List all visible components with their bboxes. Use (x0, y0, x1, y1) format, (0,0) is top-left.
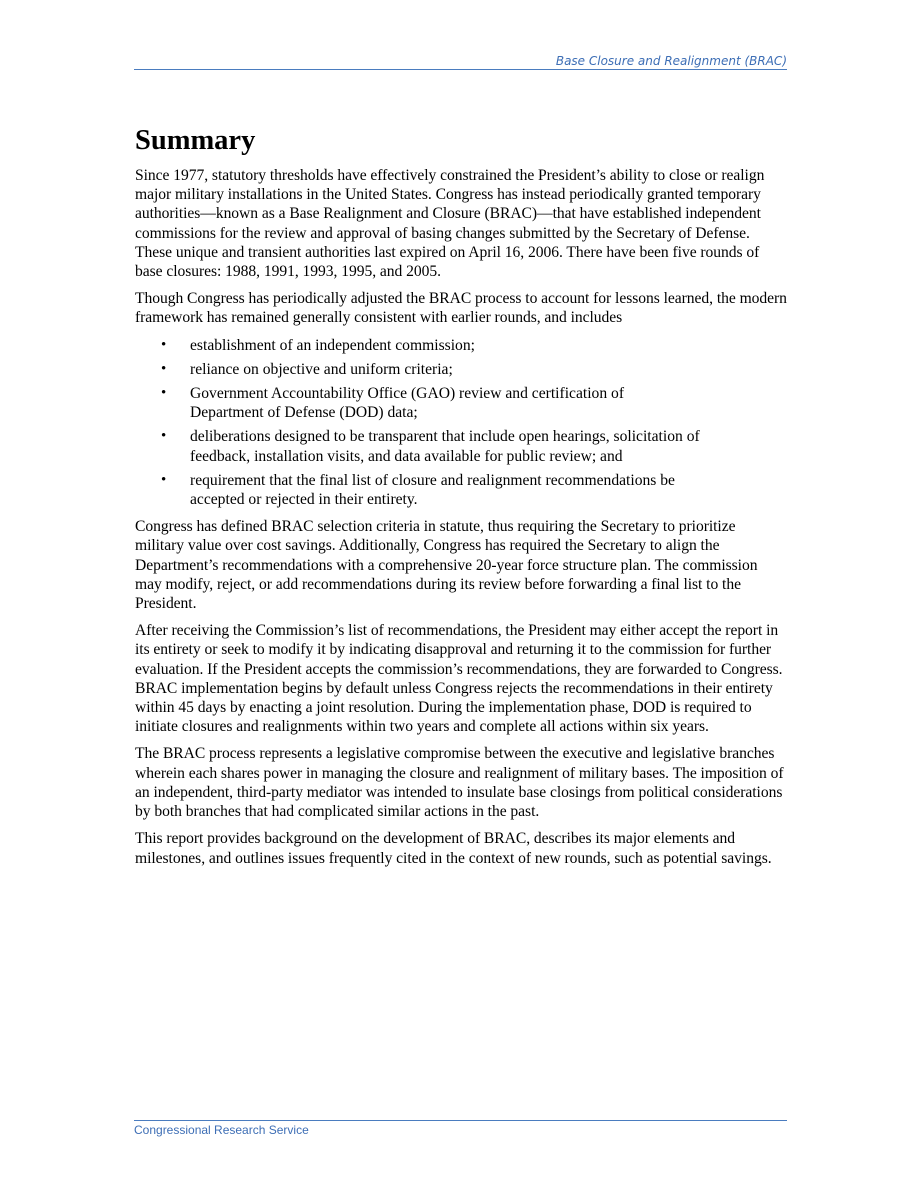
bullet-icon: • (161, 336, 167, 353)
bullet-icon: • (161, 385, 167, 402)
list-item (135, 384, 787, 422)
summary-paragraph: This report provides background on the development of BRAC, describes its major elements and milestones, and outlines issues frequently cited in the context of new rounds, such as potential savings. (135, 830, 772, 867)
list-item-line: accepted or rejected in their entirety. (190, 491, 418, 509)
list-item (135, 336, 787, 355)
list-item-line: Department of Defense (DOD) data; (190, 404, 418, 422)
bullet-icon: • (161, 360, 167, 377)
framework-elements-list (135, 336, 787, 510)
running-header (134, 54, 787, 70)
list-item-line: reliance on objective and uniform criteria; (190, 360, 453, 378)
summary-section (135, 124, 787, 876)
summary-paragraph: Though Congress has periodically adjusted the BRAC process to account for lessons learned, the modern framework has remained generally consistent with earlier rounds, and includes (135, 290, 787, 327)
list-item (135, 427, 787, 465)
list-item-line: establishment of an independent commission; (190, 336, 475, 354)
list-item-line: requirement that the final list of closure and realignment recommendations be (190, 471, 675, 489)
page-footer (134, 1120, 787, 1138)
summary-paragraph: Since 1977, statutory thresholds have effectively constrained the President’s ability to close or realign major military installations in the United States. Congress has instead periodically granted temporary authorities—known as a Base Realignment and Closure (BRAC)—that have established independent commissions for the review and approval of basing changes submitted by the Secretary of Defense. These unique and transient authorities last expired on April 16, 2006. There have been five rounds of base closures: 1988, 1991, 1993, 1995, and 2005. (135, 167, 765, 281)
running-header-title: Base Closure and Realignment (BRAC) (555, 54, 787, 68)
list-item-line: Government Accountability Office (GAO) review and certification of (190, 385, 625, 403)
summary-paragraph: The BRAC process represents a legislative compromise between the executive and legislative branches wherein each shares power in managing the closure and realignment of military bases. The imposition of an independent, third-party mediator was intended to insulate base closings from political considerations by both branches that had complicated similar actions in the past. (135, 745, 784, 821)
list-item (135, 471, 787, 509)
list-item (135, 360, 787, 379)
bullet-icon: • (161, 428, 167, 445)
summary-paragraph: After receiving the Commission’s list of recommendations, the President may either accept the report in its entirety or seek to modify it by indicating disapproval and returning it to the commission for further evaluation. If the President accepts the commission’s recommendations, they are forwarded to Congress. BRAC implementation begins by default unless Congress rejects the recommendations in their entirety within 45 days by enacting a joint resolution. During the implementation phase, DOD is required to initiate closures and realignments within two years and complete all actions within six years. (135, 622, 783, 736)
summary-paragraph: Congress has defined BRAC selection criteria in statute, thus requiring the Secretary to prioritize military value over cost savings. Additionally, Congress has required the Secretary to align the Department’s recommendations with a comprehensive 20-year force structure plan. The commission may modify, reject, or add recommendations during its review before forwarding a final list to the President. (135, 518, 758, 613)
list-item-line: feedback, installation visits, and data available for public review; and (190, 447, 623, 465)
footer-organization: Congressional Research Service (134, 1123, 309, 1137)
list-item-line: deliberations designed to be transparent that include open hearings, solicitation of (190, 428, 700, 446)
bullet-icon: • (161, 471, 167, 488)
section-title: Summary (135, 125, 256, 156)
